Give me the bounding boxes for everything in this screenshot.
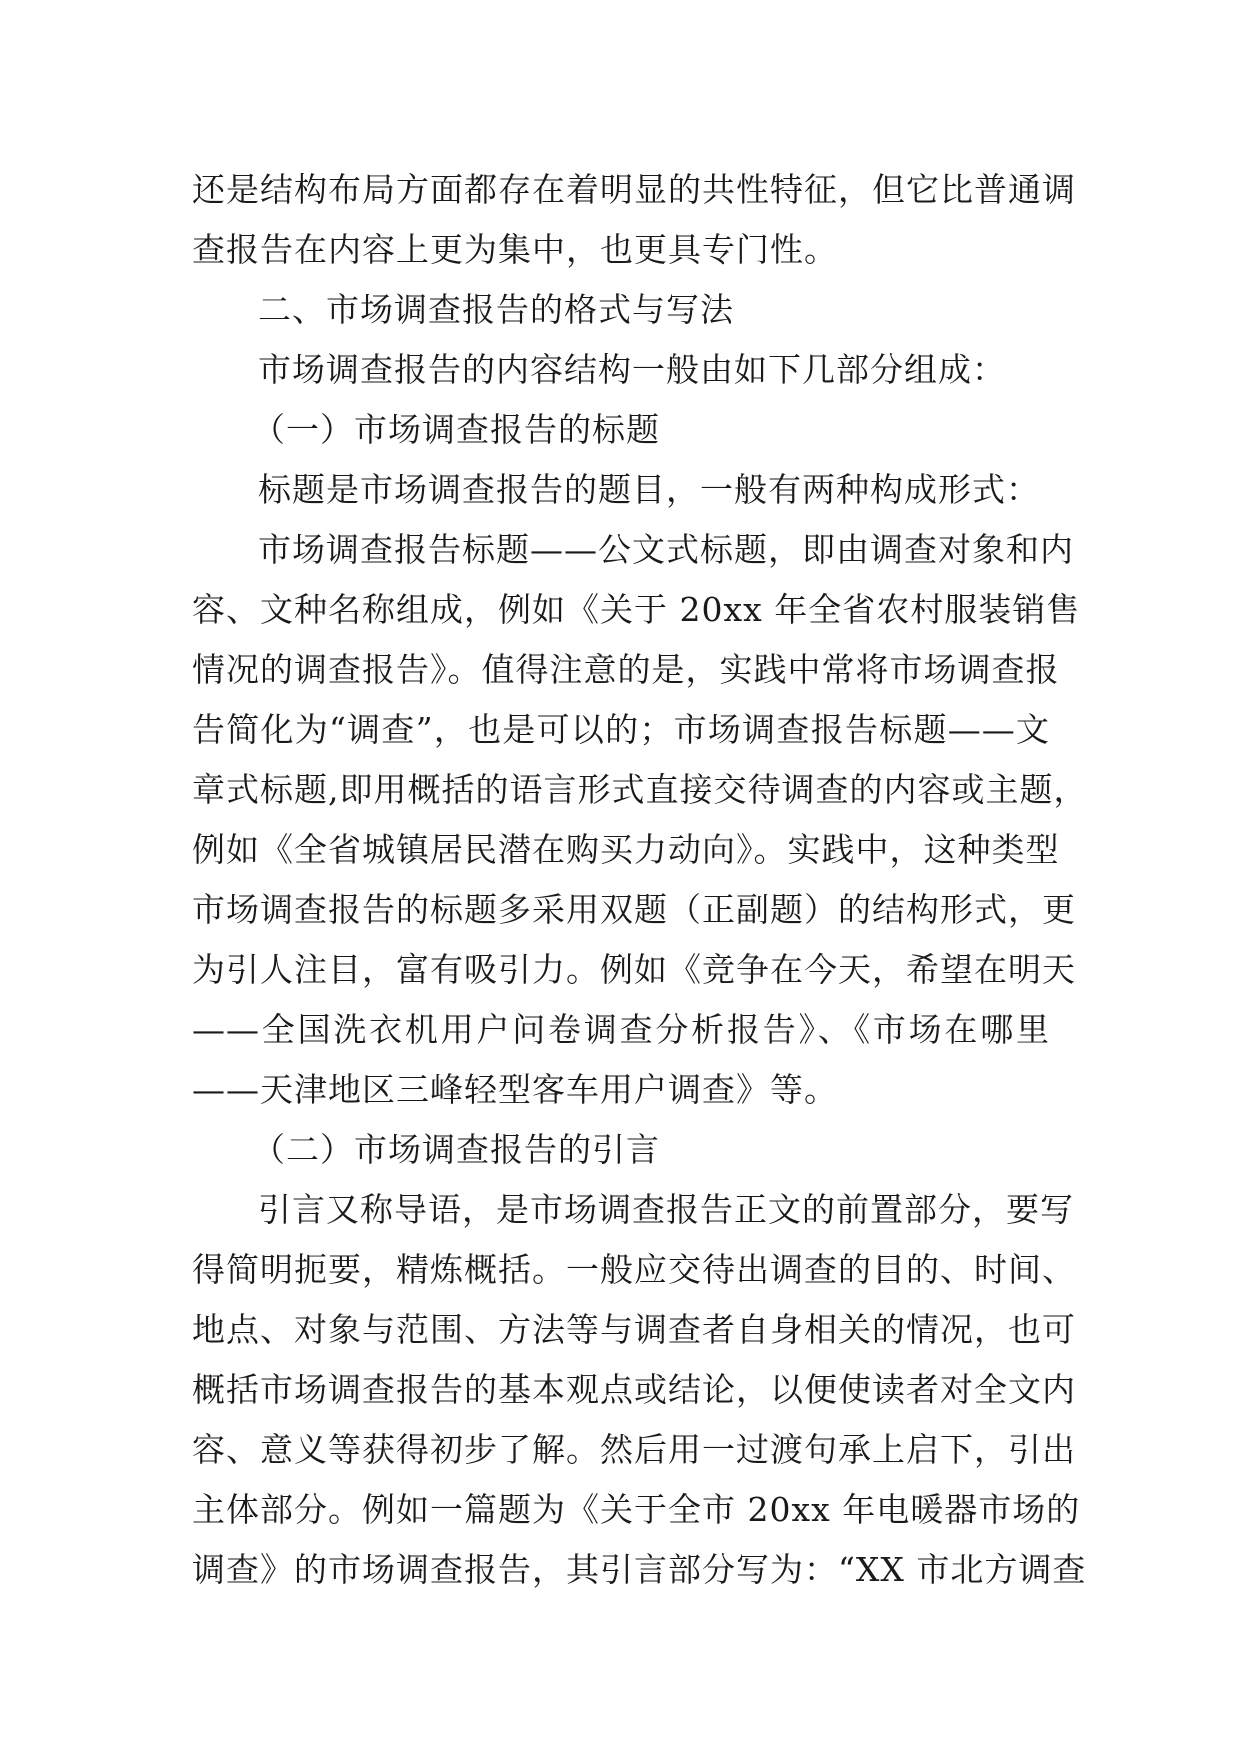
section-heading [192,280,1050,340]
text-line: 调查》的市场调查报告，其引言部分写为：“XX 市北方调查 [192,1550,1087,1589]
paragraph-title-forms [192,520,1088,1120]
text-line: ——全国洗衣机用户问卷调查分析报告》、《市场在哪里 [192,1010,1050,1049]
text-line: 概括市场调查报告的基本观点或结论，以便使读者对全文内 [192,1370,1076,1409]
text-line: 地点、对象与范围、方法等与调查者自身相关的情况，也可 [192,1310,1076,1349]
document-body [192,160,1088,1600]
text-line: 告简化为“调查”，也是可以的；市场调查报告标题——文 [192,710,1050,749]
text-line: 市场调查报告的内容结构一般由如下几部分组成： [258,350,1006,389]
text-line: 查报告在内容上更为集中，也更具专门性。 [192,230,838,269]
subsection-heading-title [192,400,1050,460]
text-line: 情况的调查报告》。值得注意的是，实践中常将市场调查报 [192,650,1060,689]
text-line: 市场调查报告的标题多采用双题（正副题）的结构形式，更 [192,890,1076,929]
text-line: 二、市场调查报告的格式与写法 [258,290,734,329]
text-line: 得简明扼要，精炼概括。一般应交待出调查的目的、时间、 [192,1250,1076,1289]
text-line: 引言又称导语，是市场调查报告正文的前置部分，要写 [258,1190,1074,1229]
text-line: （一）市场调查报告的标题 [252,410,660,449]
subsection-heading-introduction [192,1120,1050,1180]
text-line: 市场调查报告标题——公文式标题，即由调查对象和内 [258,530,1074,569]
text-line: （二）市场调查报告的引言 [252,1130,660,1169]
paragraph-continuation [192,160,1076,280]
text-line: ——天津地区三峰轻型客车用户调查》等。 [192,1070,838,1109]
text-line: 容、意义等获得初步了解。然后用一过渡句承上启下，引出 [192,1430,1076,1469]
text-line: 例如《全省城镇居民潜在购买力动向》。实践中，这种类型 [192,830,1060,869]
text-line: 章式标题,即用概括的语言形式直接交待调查的内容或主题， [192,770,1088,809]
paragraph [192,340,1050,400]
text-line: 容、文种名称组成，例如《关于 20xx 年全省农村服装销售 [192,590,1081,629]
text-line: 为引人注目，富有吸引力。例如《竞争在今天，希望在明天 [192,950,1076,989]
text-line: 还是结构布局方面都存在着明显的共性特征，但它比普通调 [192,170,1076,209]
paragraph-introduction [192,1180,1087,1600]
paragraph [192,460,1050,520]
text-line: 标题是市场调查报告的题目，一般有两种构成形式： [258,470,1040,509]
text-line: 主体部分。例如一篇题为《关于全市 20xx 年电暖器市场的 [192,1490,1081,1529]
